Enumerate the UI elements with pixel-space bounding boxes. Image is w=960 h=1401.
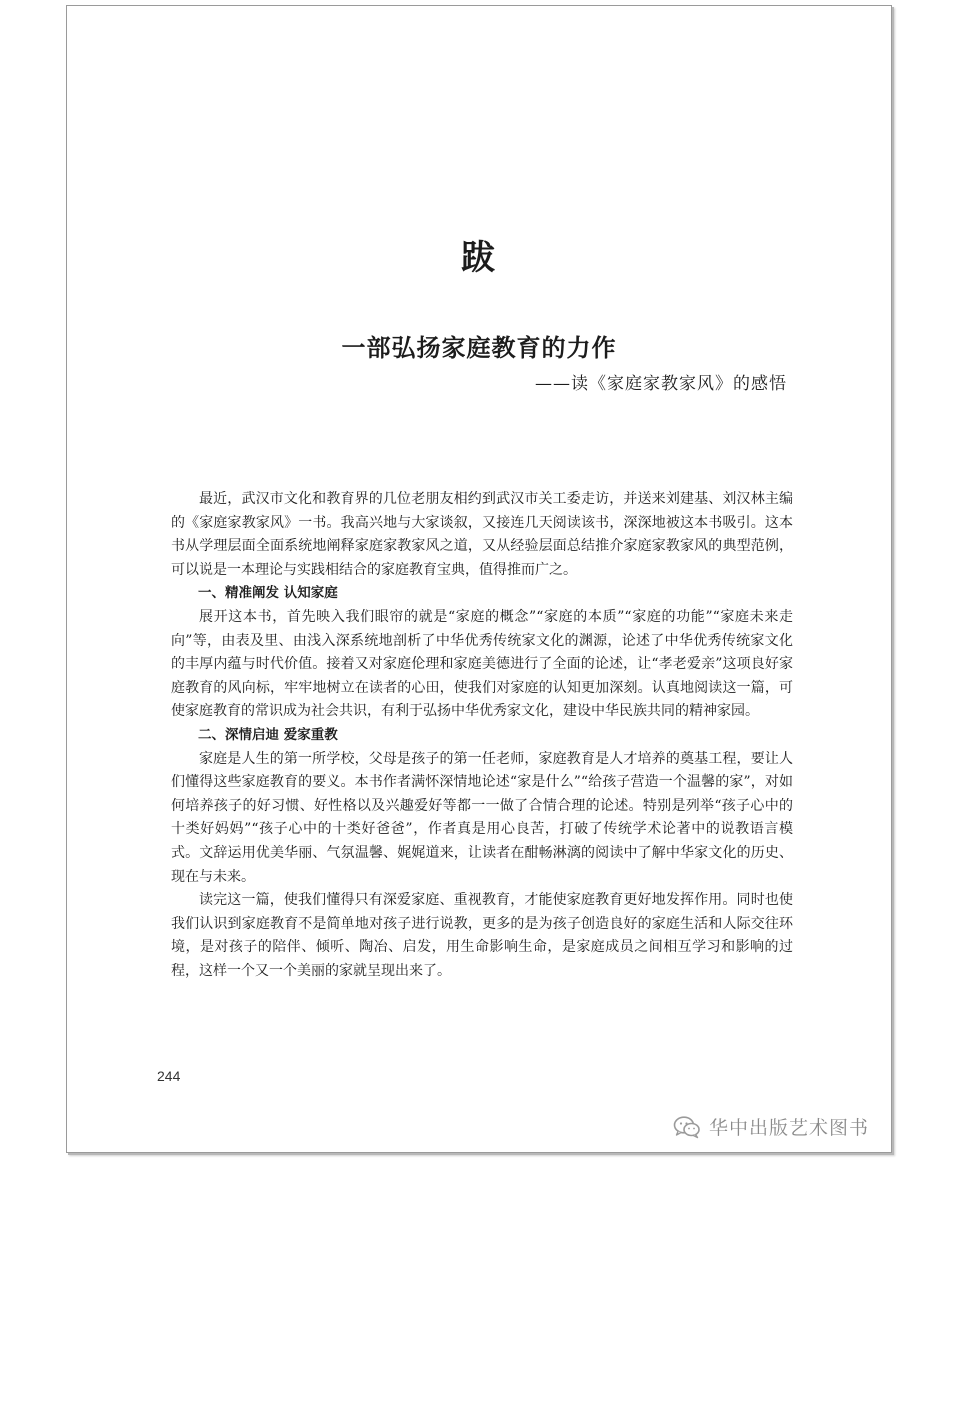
paragraph: 展开这本书，首先映入我们眼帘的就是“家庭的概念”“家庭的本质”“家庭的功能”“家庭未来走向”等，由表及里、由浅入深系统地剖析了中华优秀传统家文化的渊源，论述了中华优秀传统家文化的丰厚内蕴与时代价值。接着又对家庭伦理和家庭美德进行了全面的论述，让“孝老爱亲”这项良好家庭教育的风向标，牢牢地树立在读者的心田，使我们对家庭的认知更加深刻。认真地阅读这一篇，可使家庭教育的常识成为社会共识，有利于弘扬中华优秀家文化，建设中华民族共同的精神家园。 [171,608,793,720]
paragraph: 家庭是人生的第一所学校，父母是孩子的第一任老师，家庭教育是人才培养的奠基工程，要让人们懂得这些家庭教育的要义。本书作者满怀深情地论述“家是什么”“给孩子营造一个温馨的家”，对如何培养孩子的好习惯、好性格以及兴趣爱好等都一一做了合情合理的论述。特别是列举“孩子心中的十类好妈妈”“孩子心中的十类好爸爸”，作者真是用心良苦，打破了传统学术论著中的说教语言模式。文辞运用优美华丽、气氛温馨、娓娓道来，让读者在酣畅淋漓的阅读中了解中华家文化的历史、现在与未来。 [171,750,793,885]
watermark [673,1113,869,1140]
article-body [171,488,793,983]
watermark-text: 华中出版艺术图书 [708,1117,869,1139]
wechat-icon [673,1115,701,1139]
section-heading: 一、精准阐发 认知家庭 [198,585,338,602]
paragraph: 读完这一篇，使我们懂得只有深爱家庭、重视教育，才能使家庭教育更好地发挥作用。同时也使我们认识到家庭教育不是简单地对孩子进行说教，更多的是为孩子创造良好的家庭生活和人际交往环境，是对孩子的陪伴、倾听、陶冶、启发，用生命影响生命，是家庭成员之间相互学习和影响的过程，这样一个又一个美丽的家就呈现出来了。 [171,892,793,979]
section-heading: 二、深情启迪 爱家重教 [198,726,338,743]
page-number: 244 [157,1068,181,1084]
article-subtitle: ——读《家庭家教家风》的感悟 [535,374,787,394]
paragraph: 最近，武汉市文化和教育界的几位老朋友相约到武汉市关工委走访，并送来刘建基、刘汉林主编的《家庭家教家风》一书。我高兴地与大家谈叙，又接连几天阅读该书，深深地被这本书吸引。这本书从学理层面全面系统地阐释家庭家教家风之道，又从经验层面总结推介家庭家教家风的典型范例，可以说是一本理论与实践相结合的家庭教育宝典，值得推而广之。 [171,491,793,578]
document-page [66,5,892,1153]
page-heading: 跋 [461,238,497,278]
article-title: 一部弘扬家庭教育的力作 [341,333,617,362]
